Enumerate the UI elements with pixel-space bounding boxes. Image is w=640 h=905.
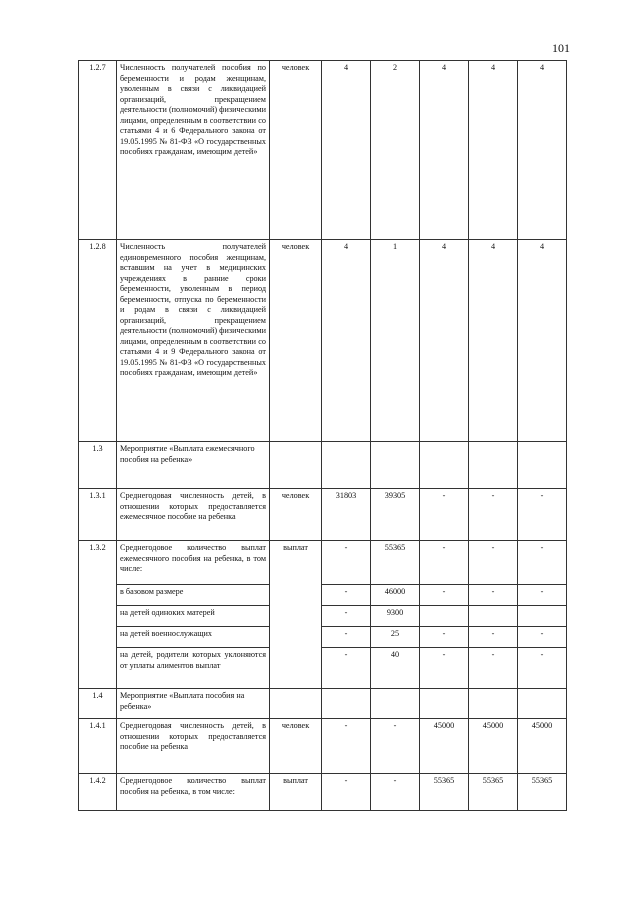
- row-value-2: [371, 689, 420, 719]
- row-number: 1.3: [79, 442, 117, 489]
- row-value-2: 2: [371, 61, 420, 240]
- row-value-5: 4: [518, 240, 567, 442]
- row-number: 1.4: [79, 689, 117, 719]
- row-value-4: -: [469, 489, 518, 541]
- row-value-1: [322, 689, 371, 719]
- row-value-5: -: [518, 627, 567, 648]
- table-row: [79, 689, 567, 719]
- table-row: [79, 61, 567, 240]
- row-value-4: -: [469, 541, 518, 585]
- row-value-3: -: [420, 648, 469, 689]
- row-value-5: [518, 689, 567, 719]
- row-number: 1.3.1: [79, 489, 117, 541]
- row-value-4: [469, 606, 518, 627]
- row-number: 1.2.8: [79, 240, 117, 442]
- row-value-2: 46000: [371, 585, 420, 606]
- row-value-2: 9300: [371, 606, 420, 627]
- row-value-2: 25: [371, 627, 420, 648]
- row-description: Среднегодовая численность детей, в отношении которых предоставляется пособие на ребенка: [117, 719, 270, 774]
- table-row: [79, 627, 567, 648]
- row-value-5: 4: [518, 61, 567, 240]
- row-description: Мероприятие «Выплата пособия на ребенка»: [117, 689, 270, 719]
- row-description: в базовом размере: [117, 585, 270, 606]
- row-value-5: -: [518, 585, 567, 606]
- row-value-3: -: [420, 627, 469, 648]
- row-description: Мероприятие «Выплата ежемесячного пособия на ребенка»: [117, 442, 270, 489]
- row-description: Среднегодовая численность детей, в отношении которых предоставляется ежемесячное пособие на ребенка: [117, 489, 270, 541]
- table-row: [79, 541, 567, 585]
- row-value-3: 45000: [420, 719, 469, 774]
- row-value-1: -: [322, 541, 371, 585]
- row-unit: выплат: [270, 541, 322, 689]
- row-value-3: [420, 689, 469, 719]
- page-number: 101: [552, 41, 570, 55]
- row-description: на детей одиноких матерей: [117, 606, 270, 627]
- row-value-1: -: [322, 585, 371, 606]
- table-row: [79, 240, 567, 442]
- row-value-2: 39305: [371, 489, 420, 541]
- row-value-1: [322, 442, 371, 489]
- row-value-4: [469, 689, 518, 719]
- table-row: [79, 489, 567, 541]
- row-value-2: -: [371, 774, 420, 811]
- row-value-4: 4: [469, 240, 518, 442]
- row-value-4: -: [469, 648, 518, 689]
- row-value-2: -: [371, 719, 420, 774]
- row-value-3: 4: [420, 240, 469, 442]
- row-value-5: 45000: [518, 719, 567, 774]
- row-value-2: [371, 442, 420, 489]
- row-value-3: -: [420, 489, 469, 541]
- table-row: [79, 648, 567, 689]
- table-row: [79, 774, 567, 811]
- row-value-3: 55365: [420, 774, 469, 811]
- row-value-2: 1: [371, 240, 420, 442]
- row-value-3: [420, 606, 469, 627]
- row-value-5: -: [518, 648, 567, 689]
- row-value-3: 4: [420, 61, 469, 240]
- row-value-1: 4: [322, 240, 371, 442]
- row-value-1: -: [322, 774, 371, 811]
- row-description: Среднегодовое количество выплат ежемесячного пособия на ребенка, в том числе:: [117, 541, 270, 585]
- row-unit: человек: [270, 719, 322, 774]
- row-unit: человек: [270, 61, 322, 240]
- row-value-1: -: [322, 719, 371, 774]
- row-value-4: 4: [469, 61, 518, 240]
- row-number: 1.3.2: [79, 541, 117, 689]
- row-value-1: -: [322, 648, 371, 689]
- indicators-table: [78, 60, 567, 811]
- row-unit: выплат: [270, 774, 322, 811]
- row-number: 1.2.7: [79, 61, 117, 240]
- row-value-2: 40: [371, 648, 420, 689]
- table-row: [79, 585, 567, 606]
- row-value-2: 55365: [371, 541, 420, 585]
- row-value-4: 55365: [469, 774, 518, 811]
- row-value-1: -: [322, 627, 371, 648]
- row-description: на детей, родители которых уклоняются от уплаты алиментов выплат: [117, 648, 270, 689]
- row-description: на детей военнослужащих: [117, 627, 270, 648]
- row-value-1: 4: [322, 61, 371, 240]
- row-value-4: [469, 442, 518, 489]
- row-unit: [270, 689, 322, 719]
- table-row: [79, 442, 567, 489]
- row-value-5: [518, 442, 567, 489]
- row-value-1: -: [322, 606, 371, 627]
- row-value-4: 45000: [469, 719, 518, 774]
- row-value-3: -: [420, 541, 469, 585]
- row-unit: человек: [270, 489, 322, 541]
- row-value-3: -: [420, 585, 469, 606]
- table-row: [79, 606, 567, 627]
- row-value-5: [518, 606, 567, 627]
- row-value-5: -: [518, 489, 567, 541]
- row-description: Численность получателей единовременного пособия женщинам, вставшим на учет в медицинских учреждениях в ранние сроки беременности, уволенным в период беременности, отпуска по беременности и родам в связи с ликвидацией организаций, прекращением деятельности (полномочий) физическими лицами, определенным в соответствии со статьями 4 и 9 Федерального закона от 19.05.1995 № 81-ФЗ «О государственных пособиях гражданам, имеющим детей»: [117, 240, 270, 442]
- row-value-4: -: [469, 627, 518, 648]
- row-number: 1.4.1: [79, 719, 117, 774]
- row-value-4: -: [469, 585, 518, 606]
- row-unit: [270, 442, 322, 489]
- row-value-3: [420, 442, 469, 489]
- row-value-5: 55365: [518, 774, 567, 811]
- row-description: Среднегодовое количество выплат пособия на ребенка, в том числе:: [117, 774, 270, 811]
- row-number: 1.4.2: [79, 774, 117, 811]
- row-description: Численность получателей пособия по беременности и родам женщинам, уволенным в связи с ликвидацией организаций, прекращением деятельности (полномочий) физическими лицами, определенным в соответствии со статьями 4 и 6 Федерального закона от 19.05.1995 № 81-ФЗ «О государственных пособиях гражданам, имеющим детей»: [117, 61, 270, 240]
- table-row: [79, 719, 567, 774]
- row-value-5: -: [518, 541, 567, 585]
- row-unit: человек: [270, 240, 322, 442]
- row-value-1: 31803: [322, 489, 371, 541]
